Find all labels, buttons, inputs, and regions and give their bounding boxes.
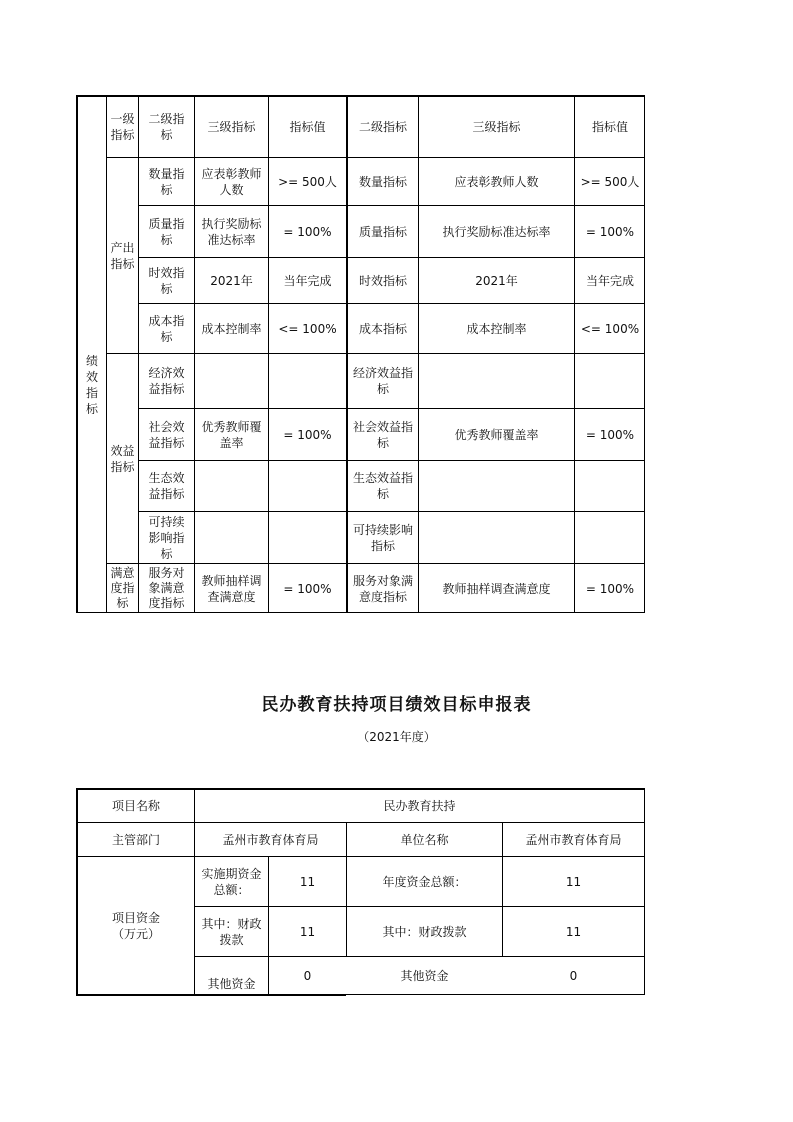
row-value-b: [575, 354, 645, 408]
total-funds-label: 实施期资金总额：: [201, 866, 262, 897]
page-subtitle: （2021年度）: [357, 730, 436, 744]
row-value-a: [269, 512, 346, 563]
row-level2-a: 成本指标: [148, 313, 185, 344]
unit-value: 孟州市教育体育局: [525, 832, 622, 847]
row-level3-a: 教师抽样调查满意度: [201, 573, 262, 604]
row-value-a: >= 500人: [278, 174, 337, 189]
fiscal-label: 其中：财政拨款: [201, 916, 262, 947]
annual-total-label: 年度资金总额：: [382, 874, 467, 889]
row-level2-b: 成本指标: [358, 321, 407, 336]
row-level3-a: 优秀教师覆盖率: [201, 419, 262, 450]
row-value-a: 当年完成: [283, 273, 332, 288]
page-title: 民办教育扶持项目绩效目标申报表: [261, 695, 532, 715]
row-level2-a: 可持续影响指标: [148, 514, 185, 561]
dept-label: 主管部门: [111, 832, 160, 847]
row-value-a: <= 100%: [278, 321, 337, 336]
group-benefit: 效益指标: [110, 443, 135, 474]
row-level3-a: 应表彰教师人数: [201, 166, 262, 197]
row-level3-a: 执行奖励标准达标率: [201, 216, 262, 247]
row-value-a: [269, 354, 346, 408]
header-value-a: 指标值: [289, 119, 326, 134]
header-level2-a: 二级指标: [148, 111, 185, 142]
row-value-b: <= 100%: [580, 321, 640, 336]
row-value-b: >= 500人: [580, 174, 640, 189]
row-value-b: = 100%: [585, 224, 635, 239]
row-level3-a: 成本控制率: [201, 321, 262, 336]
fiscal-value: 11: [299, 924, 316, 939]
header-value-b: 指标值: [591, 119, 628, 134]
annual-other-value: 0: [569, 968, 578, 983]
row-level3-b: [419, 354, 574, 408]
annual-total-value: 11: [565, 874, 582, 889]
row-level3-a: [195, 512, 268, 563]
row-level3-a: [195, 354, 268, 408]
row-level3-b: 应表彰教师人数: [454, 174, 539, 189]
row-level3-b: 执行奖励标准达标率: [442, 224, 551, 239]
row-level3-b: 优秀教师覆盖率: [454, 427, 539, 442]
row-value-a: [269, 461, 346, 511]
row-level2-a: 经济效益指标: [148, 366, 185, 396]
group-output: 产出指标: [110, 240, 135, 271]
row-level2-b: 生态效益指标: [352, 471, 413, 501]
row-level2-a: 时效指标: [148, 265, 185, 296]
row-value-a: = 100%: [283, 224, 332, 239]
row-level2-a: 质量指标: [148, 216, 185, 247]
annual-fiscal-label: 其中：财政拨款: [382, 924, 467, 939]
header-level2-b: 二级指标: [358, 119, 407, 134]
other-label: 其他资金: [207, 977, 256, 991]
row-level3-b: [419, 461, 574, 511]
group-performance: 绩效指标: [85, 354, 98, 416]
row-value-a: = 100%: [283, 427, 332, 442]
total-funds-value: 11: [299, 874, 316, 889]
row-level3-b: 2021年: [475, 273, 518, 288]
row-value-b: = 100%: [585, 427, 635, 442]
annual-other-label: 其他资金: [400, 968, 449, 983]
header-level3-a: 三级指标: [207, 119, 256, 134]
row-level2-a: 社会效益指标: [148, 419, 185, 450]
row-level2-b: 数量指标: [358, 174, 407, 189]
row-level3-a: [195, 461, 268, 511]
row-level2-b: 服务对象满意度指标: [352, 573, 413, 604]
unit-label: 单位名称: [400, 832, 449, 847]
row-level2-b: 可持续影响指标: [352, 522, 413, 553]
row-level2-a: 服务对象满意度指标: [148, 566, 185, 610]
row-level2-b: 经济效益指标: [352, 366, 413, 396]
row-value-b: [575, 461, 645, 511]
row-level3-a: 2021年: [210, 273, 253, 288]
row-level2-b: 社会效益指标: [352, 419, 413, 450]
row-level2-a: 生态效益指标: [148, 471, 185, 501]
other-value: 0: [303, 968, 312, 983]
group-satisfaction: 满意度指标: [110, 566, 135, 610]
row-value-b: [575, 512, 645, 563]
project-name-value: 民办教育扶持: [383, 799, 456, 813]
row-level3-b: [419, 512, 574, 563]
row-level2-b: 质量指标: [358, 224, 407, 239]
funds-label: 项目资金（万元）: [111, 911, 160, 941]
row-value-b: 当年完成: [585, 273, 634, 288]
project-name-label: 项目名称: [111, 799, 160, 813]
row-level3-b: 教师抽样调查满意度: [442, 581, 551, 596]
row-value-a: = 100%: [283, 581, 332, 596]
header-level3-b: 三级指标: [472, 119, 521, 134]
row-level2-a: 数量指标: [148, 166, 185, 197]
annual-fiscal-value: 11: [565, 924, 582, 939]
dept-value: 孟州市教育体育局: [222, 832, 319, 847]
row-value-b: = 100%: [585, 581, 635, 596]
row-level2-b: 时效指标: [358, 273, 407, 288]
row-level3-b: 成本控制率: [466, 321, 527, 336]
header-level1: 一级指标: [110, 111, 135, 142]
